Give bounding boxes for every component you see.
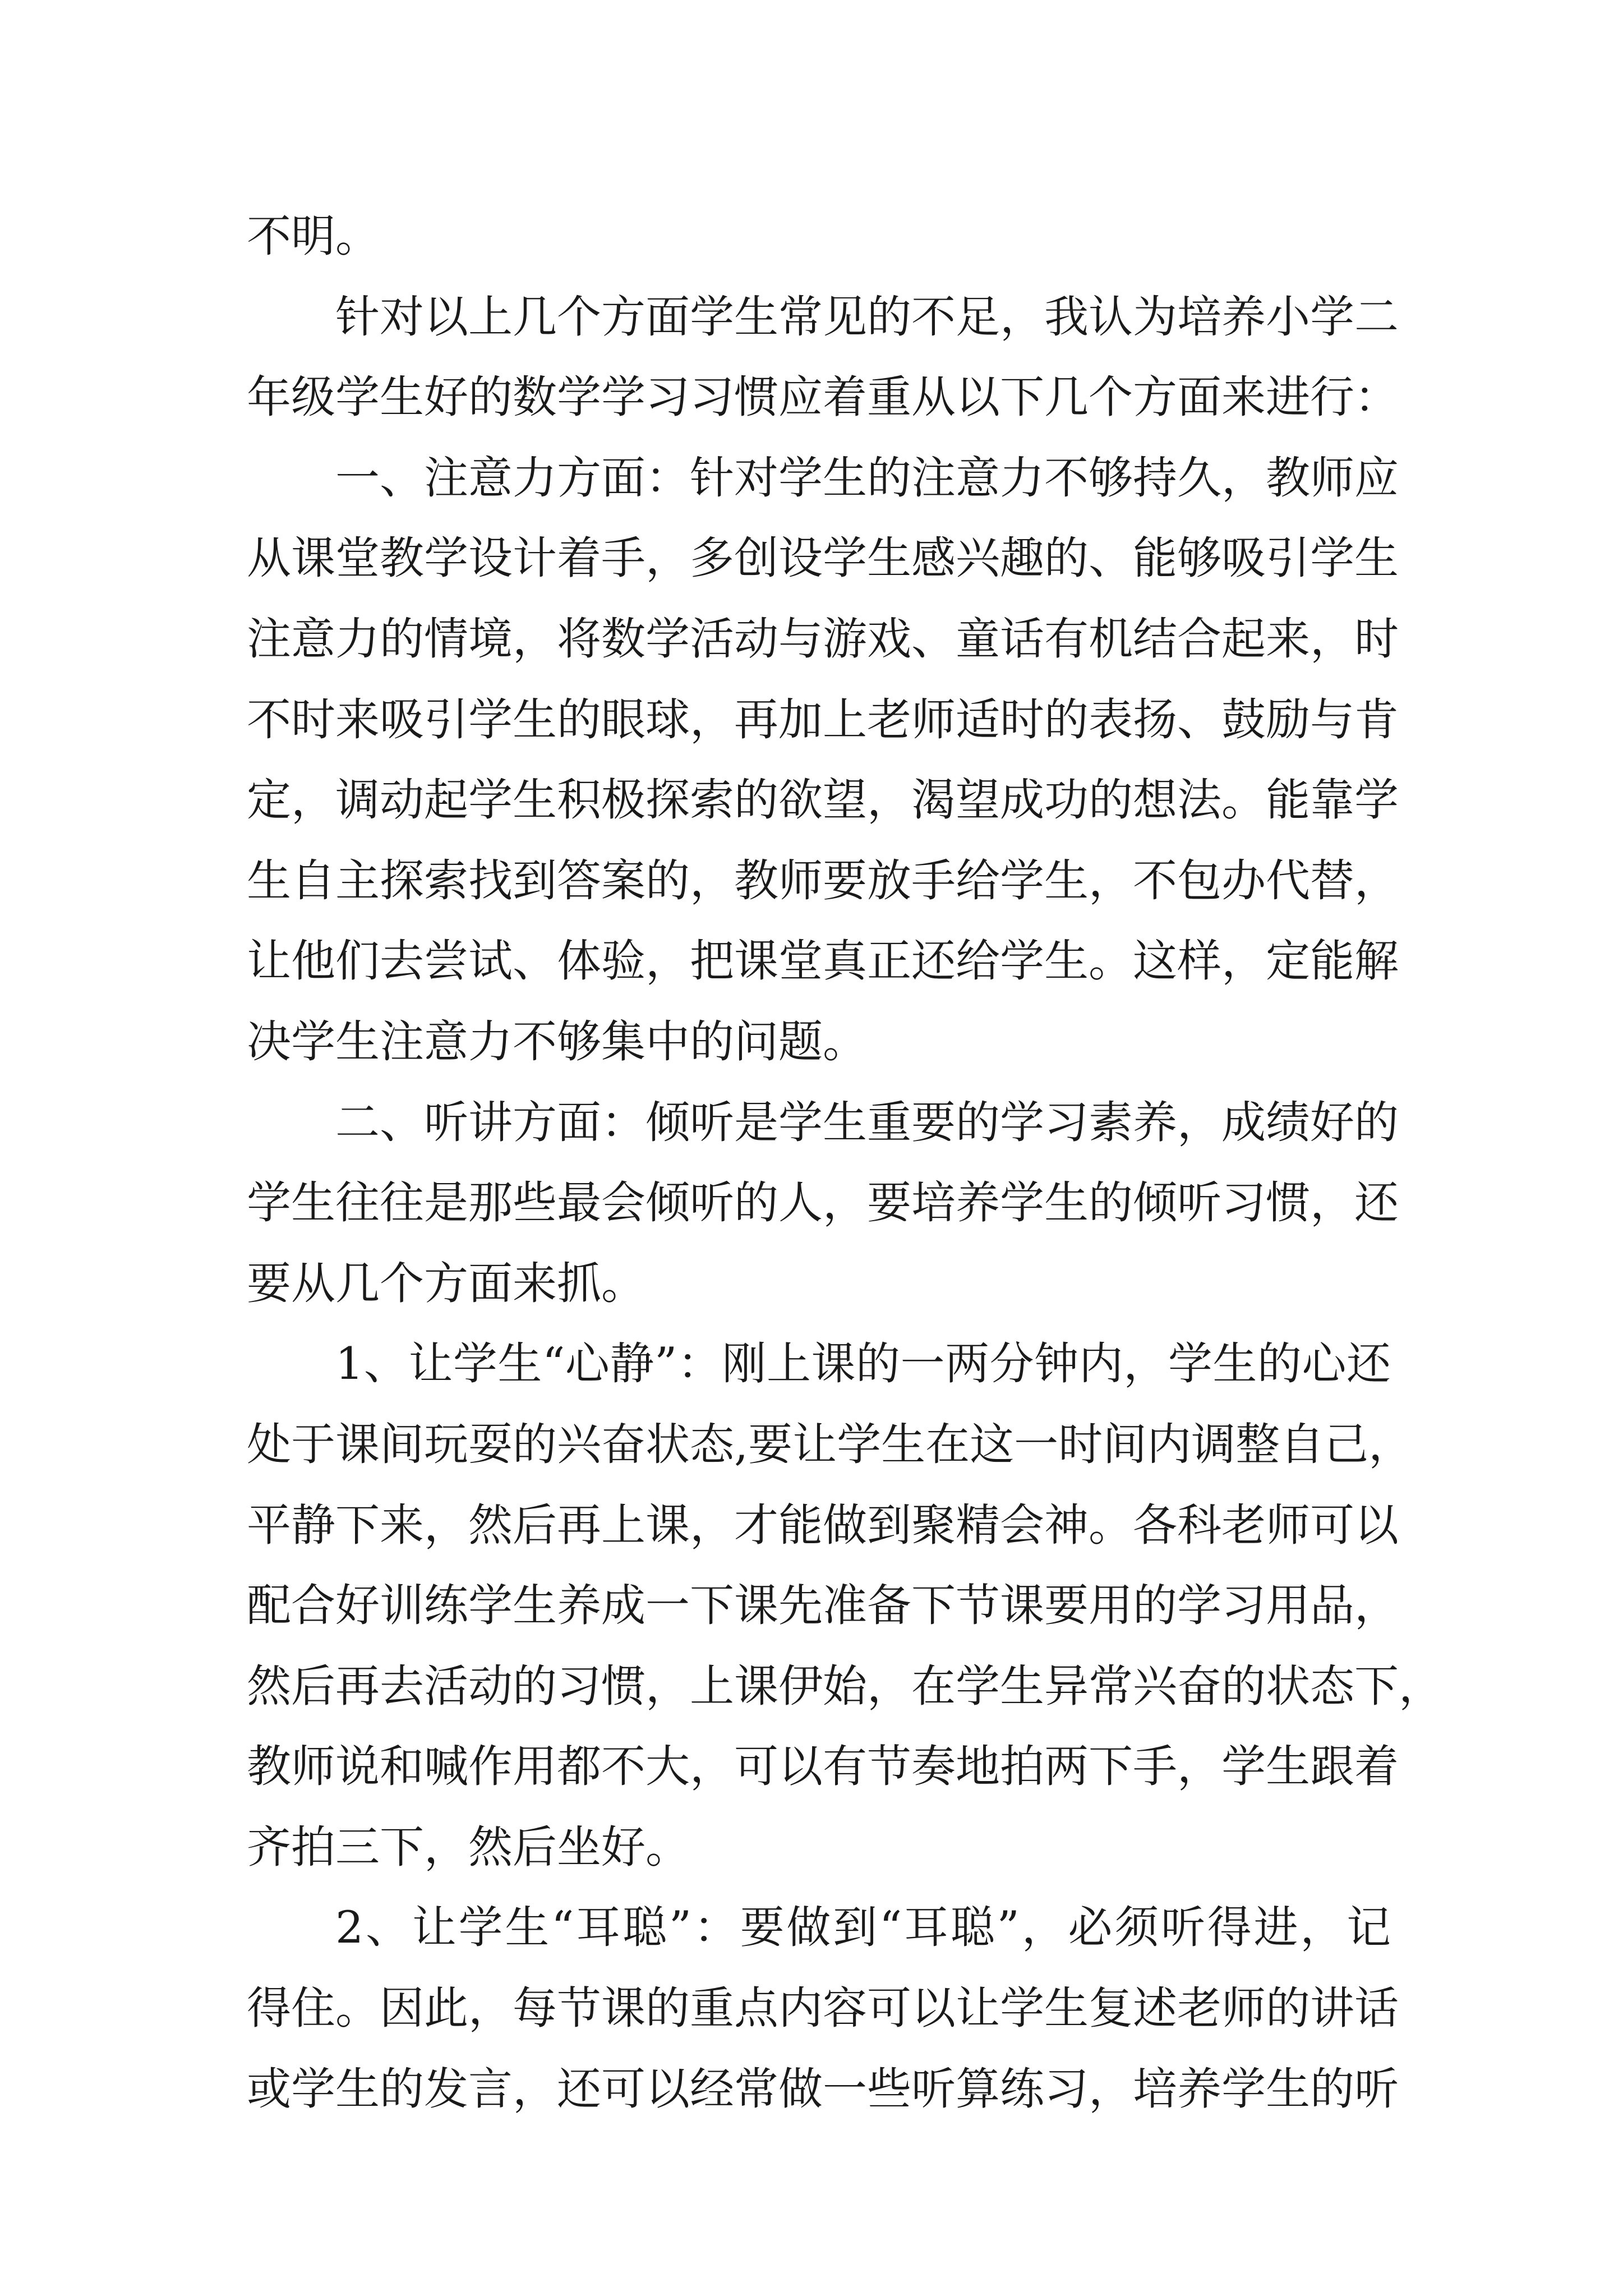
text-line: 教师说和喊作用都不大，可以有节奏地拍两下手，学生跟着 [247, 1741, 1399, 1793]
paragraph-start-line: 1、让学生“心静”：刚上课的一两分钟内，学生的心还 [335, 1338, 1391, 1390]
text-line: 学生往往是那些最会倾听的人，要培养学生的倾听习惯，还 [247, 1177, 1399, 1229]
body-text [247, 196, 1443, 2129]
text-line: 配合好训练学生养成一下课先准备下节课要用的学习用品， [247, 1580, 1399, 1632]
paragraph-start-line: 2、让学生“耳聪”：要做到“耳聪”，必须听得进，记 [335, 1902, 1391, 1954]
text-line: 年级学生好的数学学习习惯应着重从以下几个方面来进行： [247, 371, 1399, 424]
text-line: 定，调动起学生积极探索的欲望，渴望成功的想法。能靠学 [247, 774, 1399, 826]
text-line: 让他们去尝试、体验，把课堂真正还给学生。这样，定能解 [247, 935, 1399, 987]
paragraph-start-line: 一、注意力方面：针对学生的注意力不够持久，教师应 [335, 452, 1399, 504]
text-line: 处于课间玩耍的兴奋状态,要让学生在这一时间内调整自己， [247, 1418, 1413, 1470]
text-line: 或学生的发言，还可以经常做一些听算练习，培养学生的听 [247, 2063, 1399, 2115]
text-line: 从课堂教学设计着手，多创设学生感兴趣的、能够吸引学生 [247, 532, 1399, 585]
text-line: 生自主探索找到答案的，教师要放手给学生，不包办代替， [247, 854, 1399, 907]
paragraph-start-line: 针对以上几个方面学生常见的不足，我认为培养小学二 [335, 291, 1399, 343]
text-line: 平静下来，然后再上课，才能做到聚精会神。各科老师可以 [247, 1499, 1399, 1551]
text-line: 得住。因此，每节课的重点内容可以让学生复述老师的讲话 [247, 1982, 1399, 2035]
text-line: 不明。 [247, 210, 380, 262]
text-line: 决学生注意力不够集中的问题。 [247, 1015, 867, 1068]
text-line: 注意力的情境，将数学活动与游戏、童话有机结合起来，时 [247, 613, 1399, 665]
text-line: 不时来吸引学生的眼球，再加上老师适时的表扬、鼓励与肯 [247, 693, 1399, 746]
text-line: 然后再去活动的习惯，上课伊始，在学生异常兴奋的状态下， [247, 1660, 1443, 1712]
text-line: 齐拍三下，然后坐好。 [247, 1821, 690, 1873]
paragraph-start-line: 二、听讲方面：倾听是学生重要的学习素养，成绩好的 [335, 1096, 1399, 1148]
text-line: 要从几个方面来抓。 [247, 1257, 645, 1309]
